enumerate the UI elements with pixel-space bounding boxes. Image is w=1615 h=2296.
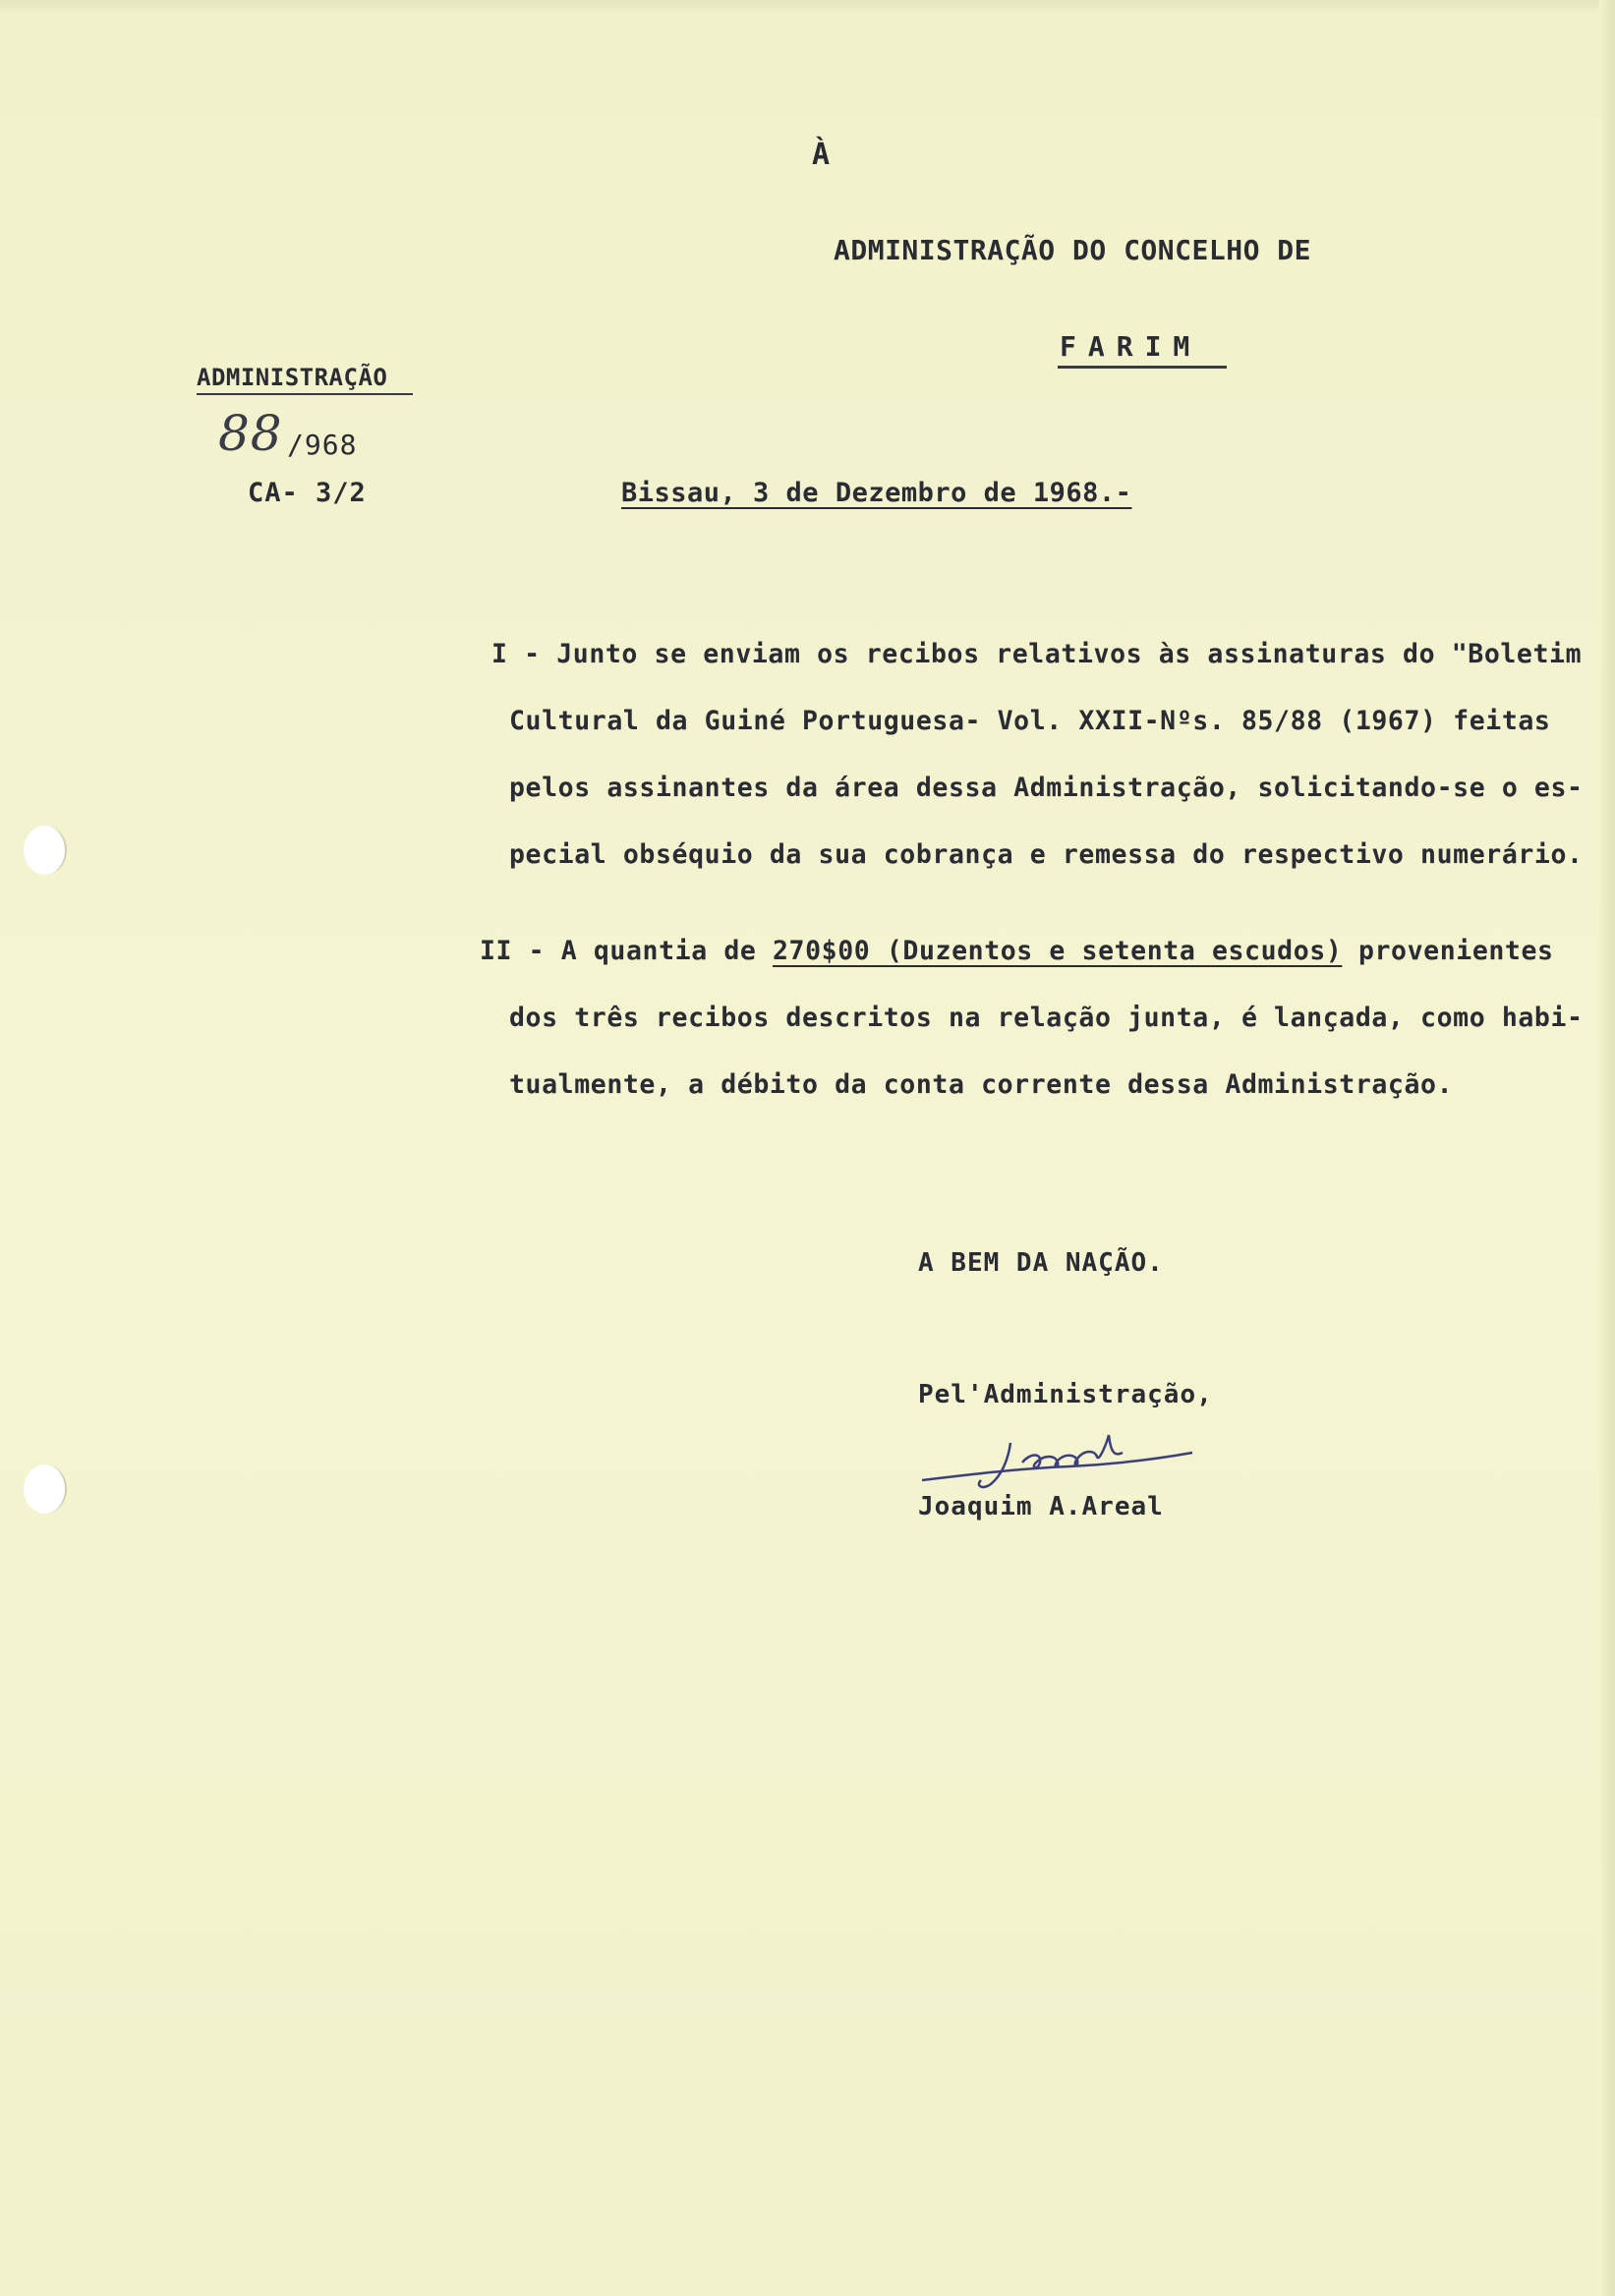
- signer-name: Joaquim A.Areal: [918, 1492, 1164, 1521]
- paragraph-1-line-1: I - Junto se enviam os recibos relativos às assinaturas do "Boletim: [491, 639, 1583, 669]
- handwritten-signature: [912, 1423, 1207, 1502]
- recipient-salutation: À: [812, 138, 832, 172]
- reference-department: ADMINISTRAÇÃO: [197, 364, 388, 391]
- punch-hole-lower: [24, 1464, 67, 1514]
- amount-underlined: 270$00 (Duzentos e setenta escudos): [772, 936, 1343, 966]
- paragraph-1-line-4: pecial obséquio da sua cobrança e remessa do respectivo numerário.: [509, 839, 1584, 870]
- page-top-edge: [0, 0, 1615, 14]
- reference-number-handwritten: 88: [218, 405, 283, 462]
- paragraph-2-line-3: tualmente, a débito da conta corrente dessa Administração.: [509, 1069, 1454, 1100]
- reference-number-year: /968: [287, 429, 358, 461]
- paragraph-2-line-1: [480, 936, 1554, 966]
- paragraph-1-line-3: pelos assinantes da área dessa Administração, solicitando-se o es-: [509, 773, 1584, 803]
- reference-code: CA- 3/2: [248, 478, 367, 508]
- paragraph-2-line-1-text: II - A quantia de 270$00 (Duzentos e setenta escudos) provenientes: [480, 936, 1554, 966]
- paragraph-1-line-2: Cultural da Guiné Portuguesa- Vol. XXII-Nºs. 85/88 (1967) feitas: [509, 706, 1551, 736]
- reference-department-underline: [197, 393, 413, 395]
- signature-prefix: Pel'Administração,: [918, 1380, 1213, 1409]
- recipient-location-underline: [1058, 366, 1227, 369]
- recipient-location: FARIM: [1060, 330, 1202, 363]
- dateline: Bissau, 3 de Dezembro de 1968.-: [621, 478, 1132, 508]
- recipient-office: ADMINISTRAÇÃO DO CONCELHO DE: [834, 234, 1312, 266]
- paragraph-2-line-2: dos três recibos descritos na relação junta, é lançada, como habi-: [509, 1003, 1584, 1033]
- closing-formula: A BEM DA NAÇÃO.: [918, 1248, 1164, 1278]
- punch-hole-upper: [24, 826, 67, 875]
- page-right-edge: [1599, 0, 1615, 2296]
